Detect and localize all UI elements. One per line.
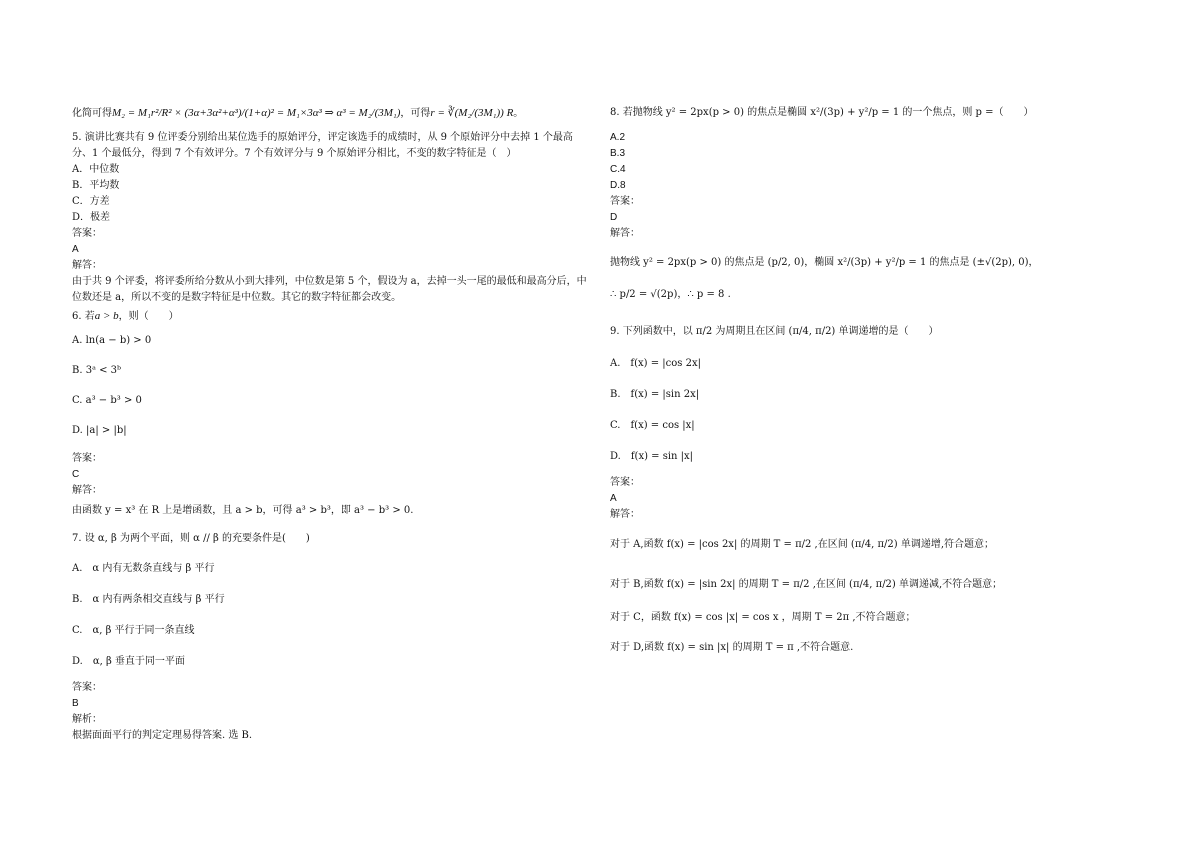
question-7-option-c: C. α, β 平行于同一条直线 bbox=[72, 625, 195, 636]
question-6 bbox=[72, 308, 592, 519]
question-7-option-a: A. α 内有无数条直线与 β 平行 bbox=[72, 563, 215, 574]
question-7-stem: 7. 设 α, β 为两个平面，则 α // β 的充要条件是( ) bbox=[72, 533, 310, 544]
question-5-option-a: A．中位数 bbox=[72, 164, 120, 175]
question-9-stem: 9. 下列函数中，以 π/2 为周期且在区间 (π/4, π/2) 单调递增的是（ ） bbox=[610, 326, 939, 337]
question-8-answer: D bbox=[610, 212, 618, 223]
left-column bbox=[72, 96, 592, 744]
question-7-explain-label: 解析： bbox=[72, 714, 102, 725]
question-9-option-c: C. f(x) = cos |x| bbox=[610, 420, 695, 431]
question-5-explain: 由于共 9 个评委，将评委所给分数从小到大排列，中位数是第 5 个，假设为 a，去掉一头一尾的最低和最高分后，中位数还是 a，所以不变的是数字特征是中位数。其它的数字特征都会改变。 bbox=[72, 276, 587, 303]
intro-result: r = ∛(M₂/(3M₁)) R bbox=[430, 107, 514, 119]
question-8-explain-1: 抛物线 y² = 2px(p > 0) 的焦点是 (p/2, 0)，椭圆 x²/(3p) + y²/p = 1 的焦点是 (±√(2p), 0)， bbox=[610, 257, 1039, 268]
question-9-answer-label: 答案： bbox=[610, 477, 640, 488]
question-7-answer: B bbox=[72, 698, 79, 709]
question-5-explain-label: 解答： bbox=[72, 260, 102, 271]
question-6-option-a: A. ln(a − b) > 0 bbox=[72, 335, 152, 346]
question-6-option-c: C. a³ − b³ > 0 bbox=[72, 395, 142, 406]
question-6-answer: C bbox=[72, 469, 80, 480]
question-8-option-d: D.8 bbox=[610, 180, 626, 191]
question-9-option-d: D. f(x) = sin |x| bbox=[610, 451, 694, 462]
intro-mid: ，可得 bbox=[400, 108, 431, 119]
question-5-answer: A bbox=[72, 244, 79, 255]
question-5-stem: 5. 演讲比赛共有 9 位评委分别给出某位选手的原始评分，评定该选手的成绩时，从 9 个原始评分中去掉 1 个最高分、1 个最低分，得到 7 个有效评分。7 个有效评分与 9 个原始评分相比，不变的数字特征是（ ） bbox=[72, 132, 573, 159]
question-9-explain-d: 对于 D,函数 f(x) = sin |x| 的周期 T = π ,不符合题意. bbox=[610, 642, 854, 653]
question-8-explain-2: ∴ p/2 = √(2p)，∴ p = 8 . bbox=[610, 289, 731, 300]
question-9-explain-a: 对于 A,函数 f(x) = |cos 2x| 的周期 T = π/2 ,在区间 (π/4, π/2) 单调递增,符合题意； bbox=[610, 539, 995, 550]
question-7 bbox=[72, 531, 592, 744]
intro-formula: M₂ = M₁r²/R² × (3α+3α²+α³)/(1+α)² = M₁×3α³ ⇒ α³ = M₂/(3M₁) bbox=[112, 107, 401, 119]
question-7-option-d: D. α, β 垂直于同一平面 bbox=[72, 656, 185, 667]
question-8-option-b: B.3 bbox=[610, 148, 626, 159]
question-9-explain-c: 对于 C，函数 f(x) = cos |x| = cos x ，周期 T = 2π ,不符合题意； bbox=[610, 612, 916, 623]
question-6-stem-math: a > b bbox=[94, 310, 119, 322]
question-9-option-b: B. f(x) = |sin 2x| bbox=[610, 389, 700, 400]
question-8-option-a: A.2 bbox=[610, 132, 626, 143]
question-5-option-d: D．极差 bbox=[72, 212, 111, 223]
question-8 bbox=[610, 96, 1140, 310]
question-9-explain-label: 解答： bbox=[610, 509, 640, 520]
question-6-answer-label: 答案： bbox=[72, 453, 102, 464]
question-6-option-b: B. 3ᵃ < 3ᵇ bbox=[72, 365, 122, 376]
intro-line bbox=[72, 96, 592, 130]
question-5 bbox=[72, 130, 592, 306]
question-5-option-c: C．方差 bbox=[72, 196, 110, 207]
right-column bbox=[610, 96, 1140, 663]
question-9-option-a: A. f(x) = |cos 2x| bbox=[610, 358, 701, 369]
question-6-explain: 由函数 y = x³ 在 R 上是增函数，且 a > b，可得 a³ > b³，即 a³ − b³ > 0. bbox=[72, 505, 414, 516]
question-5-answer-label: 答案： bbox=[72, 228, 102, 239]
question-6-stem-suffix: ，则（ ） bbox=[118, 311, 179, 322]
question-6-stem bbox=[72, 308, 592, 325]
question-9 bbox=[610, 316, 1140, 663]
question-8-option-c: C.4 bbox=[610, 164, 626, 175]
question-7-answer-label: 答案： bbox=[72, 682, 102, 693]
intro-prefix: 化简可得 bbox=[72, 108, 112, 119]
question-8-answer-label: 答案： bbox=[610, 196, 640, 207]
question-6-explain-label: 解答： bbox=[72, 485, 102, 496]
question-7-explain: 根据面面平行的判定定理易得答案. 选 B. bbox=[72, 730, 253, 741]
question-5-option-b: B．平均数 bbox=[72, 180, 120, 191]
question-6-stem-prefix: 6. 若 bbox=[72, 311, 95, 322]
question-8-explain-label: 解答： bbox=[610, 228, 640, 239]
question-9-answer: A bbox=[610, 493, 617, 504]
question-6-option-d: D. |a| > |b| bbox=[72, 425, 127, 436]
question-8-stem: 8. 若抛物线 y² = 2px(p > 0) 的焦点是椭圆 x²/(3p) + y²/p = 1 的一个焦点，则 p =（ ） bbox=[610, 107, 1034, 118]
intro-suffix: 。 bbox=[513, 108, 524, 119]
question-7-option-b: B. α 内有两条相交直线与 β 平行 bbox=[72, 594, 225, 605]
question-9-explain-b: 对于 B,函数 f(x) = |sin 2x| 的周期 T = π/2 ,在区间 (π/4, π/2) 单调递减,不符合题意； bbox=[610, 579, 1003, 590]
